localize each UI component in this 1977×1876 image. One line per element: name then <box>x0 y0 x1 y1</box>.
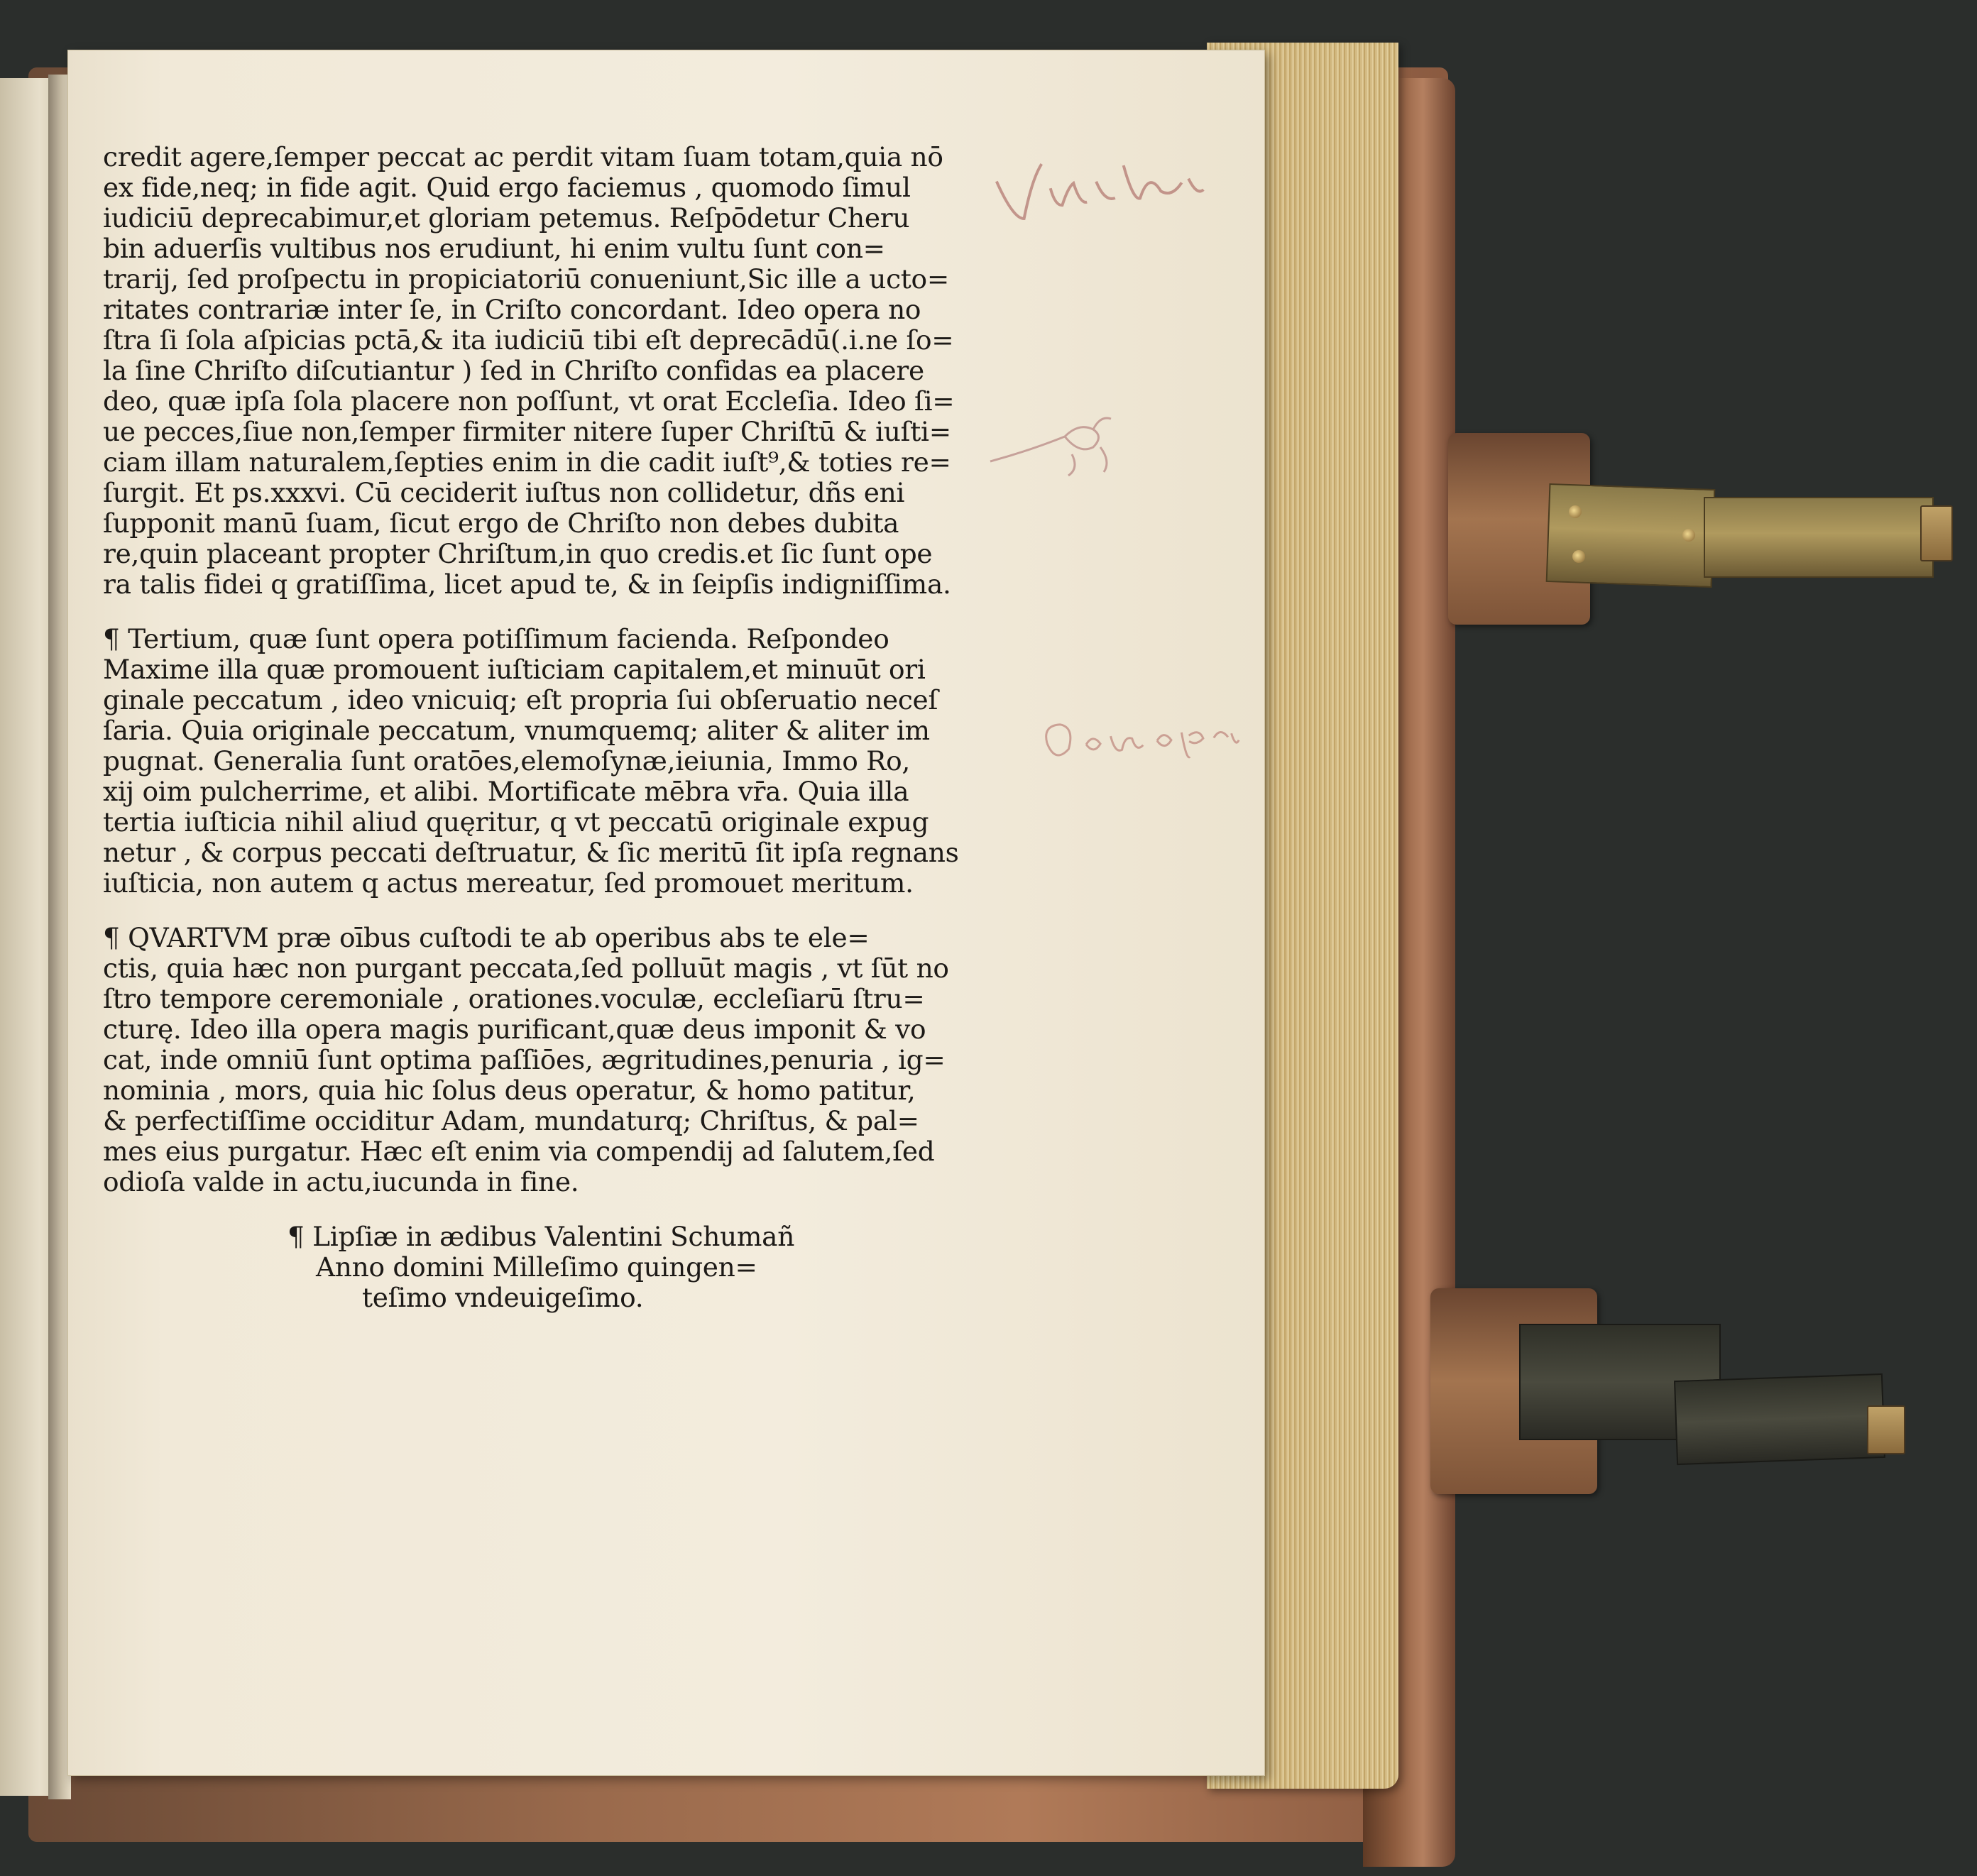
text-line: ſtro tempore ceremoniale , orationes.voculæ, eccleſiarū ſtru= <box>103 983 925 1014</box>
text-line: cat, inde omniū ſunt optima paſſiōes, ægritudines,penuria , ig= <box>103 1044 946 1075</box>
colophon-line: ¶ Lipſiæ in ædibus Valentini Schumañ <box>287 1221 795 1252</box>
rivet-icon <box>1572 550 1585 563</box>
text-line: pugnat. Generalia ſunt oratōes,elemoſynæ,ieiunia, Immo Ro, <box>103 745 910 777</box>
colophon-line: Anno domini Milleſimo quingen= <box>316 1251 757 1283</box>
lower-clasp-hook <box>1867 1405 1905 1454</box>
text-line: ctis, quia hæc non purgant peccata,ſed polluūt magis , vt ſūt no <box>103 953 949 984</box>
text-line: nominia , mors, quia hic ſolus deus operatur, & homo patitur, <box>103 1075 916 1106</box>
text-line: trarij, ſed proſpectu in propiciatoriū conueniunt,Sic ille a ucto= <box>103 263 949 295</box>
text-line: iuſticia, non autem q actus mereatur, ſed promouet meritum. <box>103 867 914 899</box>
handwritten-marginal-note <box>1035 704 1244 778</box>
text-line: deo, quæ ipſa ſola placere non poſſunt, vt orat Eccleſia. Ideo ſi= <box>103 385 955 417</box>
text-line: netur , & corpus peccati deſtruatur, & ſic meritū ſit ipſa regnans <box>103 837 959 868</box>
text-line: Maxime illa quæ promouent iuſticiam capitalem,et minuūt ori <box>103 654 926 685</box>
handwritten-scribble-icon <box>1035 704 1244 772</box>
text-line: ſtra ſi ſola aſpicias pctā,& ita iudiciū tibi eſt deprecādū(.i.ne ſo= <box>103 324 954 356</box>
text-line: ciam illam naturalem,ſepties enim in die cadit iuſt⁹,& toties re= <box>103 446 951 478</box>
upper-clasp-hook <box>1920 505 1953 561</box>
text-line: la ſine Chriſto diſcutiantur ) ſed in Chriſto confidas ea placere <box>103 355 924 386</box>
text-line: bin aduerſis vultibus nos erudiunt, hi enim vultu ſunt con= <box>103 233 885 264</box>
text-line: & perfectiſſime occiditur Adam, mundaturq; Chriſtus, & pal= <box>103 1105 919 1136</box>
lower-clasp-bar <box>1674 1373 1885 1465</box>
handwritten-marginal-note <box>987 138 1220 241</box>
pointing-hand-icon <box>987 394 1129 486</box>
colophon-line: teſimo vndeuigeſimo. <box>362 1282 644 1313</box>
text-line: re,quin placeant propter Chriſtum,in quo credis.et ſic ſunt ope <box>103 538 933 569</box>
text-line: cturę. Ideo illa opera magis purificant,quæ deus imponit & vo <box>103 1014 926 1045</box>
paragraph-1 <box>103 142 990 600</box>
text-line: ue pecces,ſiue non,ſemper firmiter nitere ſuper Chriſtū & iuſti= <box>103 416 951 447</box>
rivet-icon <box>1682 529 1695 542</box>
manicule-drawing <box>987 394 1129 486</box>
text-line: ſurgit. Et ps.xxxvi. Cū ceciderit iuſtus non collidetur, dñs eni <box>103 477 905 508</box>
text-line: ex fide,neq; in fide agit. Quid ergo faciemus , quomodo ſimul <box>103 172 911 203</box>
colophon <box>287 1222 990 1313</box>
text-line: ginale peccatum , ideo vnicuiq; eſt propria ſui obſeruatio neceſ <box>103 684 938 715</box>
rivet-icon <box>1569 505 1582 518</box>
text-line: ſaria. Quia originale peccatum, vnumquemq; aliter & aliter im <box>103 715 930 746</box>
text-line: ra talis fidei q gratiſſima, licet apud te, & in ſeipſis indigniſſima. <box>103 569 951 600</box>
text-line: ſupponit manū ſuam, ſicut ergo de Chriſto non debes dubita <box>103 508 899 539</box>
handwritten-scribble-icon <box>987 138 1220 231</box>
paragraph-3 <box>103 923 990 1197</box>
paragraph-2 <box>103 624 990 899</box>
text-line: ¶ Tertium, quæ ſunt opera potiſſimum facienda. Reſpondeo <box>103 623 889 654</box>
text-line: mes eius purgatur. Hæc eſt enim via compendij ad ſalutem,ſed <box>103 1136 935 1167</box>
page-text <box>103 142 990 1313</box>
text-line: xij oim pulcherrime, et alibi. Mortificate mēbra vr̄a. Quia illa <box>103 776 909 807</box>
text-line: iudiciū deprecabimur,et gloriam petemus. Reſpōdetur Cheru <box>103 202 910 234</box>
text-line: credit agere,ſemper peccat ac perdit vitam ſuam totam,quia nō <box>103 141 943 172</box>
text-line: ritates contrariæ inter ſe, in Criſto concordant. Ideo opera no <box>103 294 921 325</box>
text-line: tertia iuſticia nihil aliud quęritur, q vt peccatū originale expug <box>103 806 929 838</box>
text-line: ¶ QVARTVM præ oībus cuſtodi te ab operibus abs te ele= <box>103 922 870 953</box>
upper-clasp-bar <box>1704 497 1934 578</box>
text-line: odioſa valde in actu,iucunda in fine. <box>103 1166 579 1197</box>
